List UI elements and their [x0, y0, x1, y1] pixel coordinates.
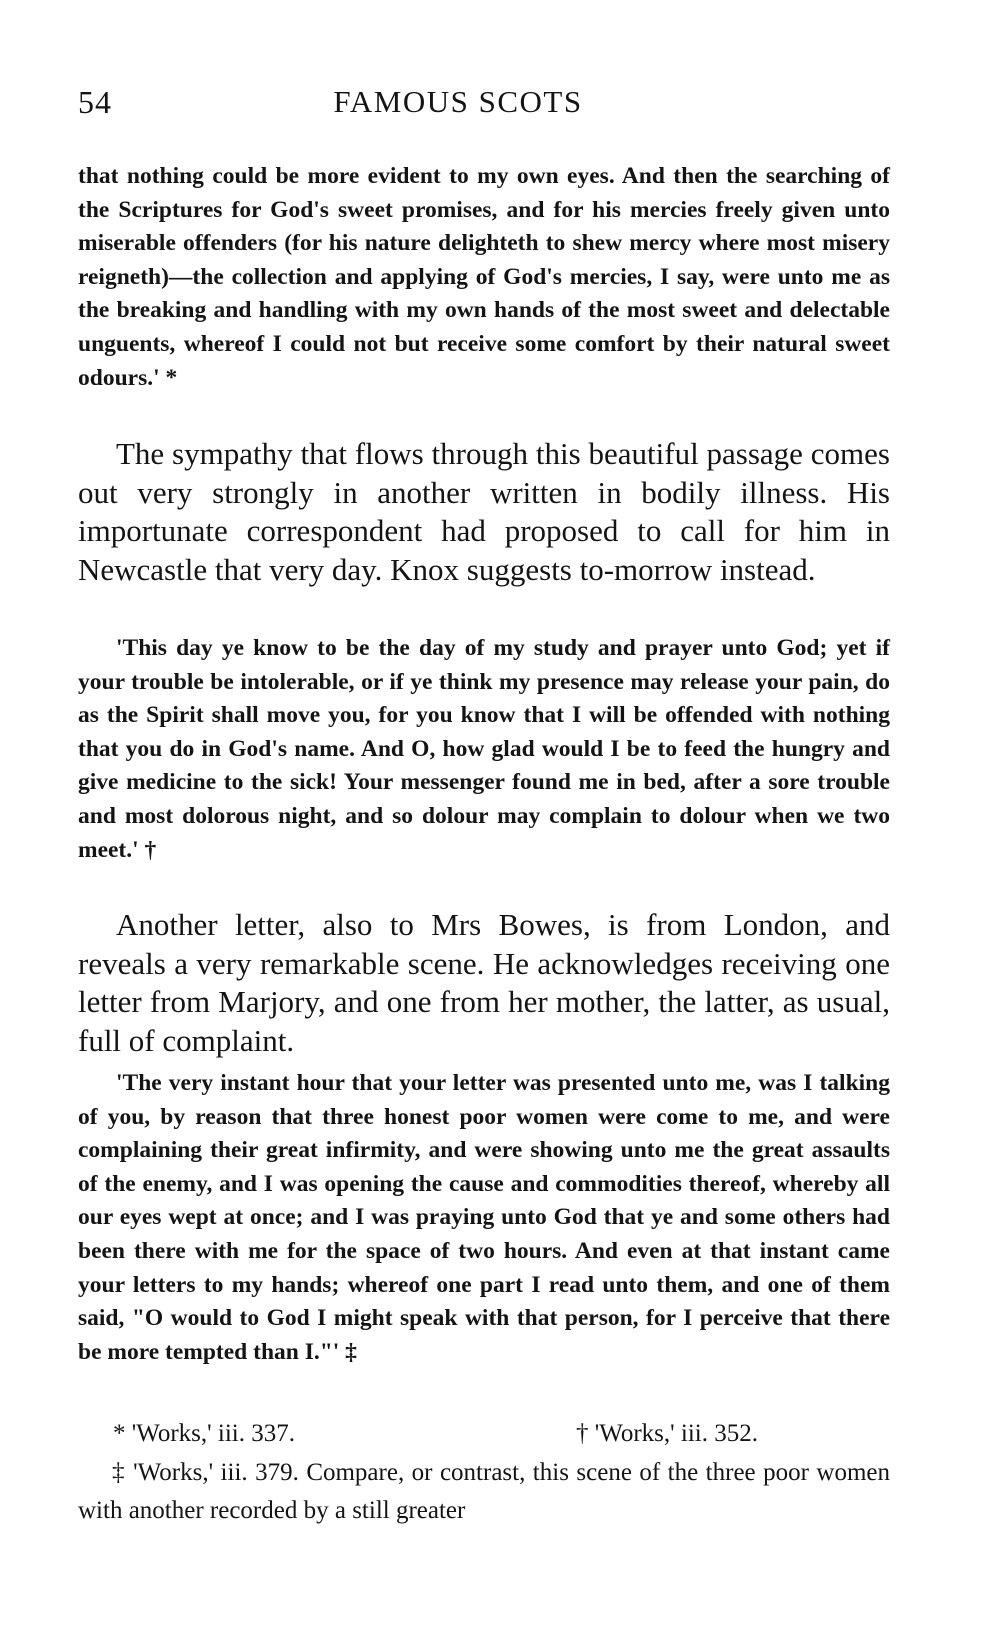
footnote-3: ‡ 'Works,' iii. 379. Compare, or contrast, this scene of the three poor women with another recorded by a still greater — [78, 1459, 890, 1524]
page-number: 54 — [78, 84, 112, 120]
quote-instant-hour: 'The very instant hour that your letter was presented unto me, was I talking of you, by reason that three honest poor women were come to me, and were complaining their great infirmity, and were showing unto me the great assaults of the enemy, and I was opening the cause and commodities thereof, whereby all our eyes wept at once; and I was praying unto God that ye and some others had been there with me for the space of two hours. And even at that instant came your letters to my hands; whereof one part I read unto them, and one of them said, "O would to God I might speak with that person, for I perceive that there be more tempted than I."' ‡ — [78, 1070, 890, 1365]
page-header — [78, 84, 898, 128]
quote-continuation: that nothing could be more evident to my own eyes. And then the searching of the Scriptures for God's sweet promises, and for his mercies freely given unto miserable offenders (for his nature delighteth to shew mercy where most misery reigneth)—the collection and applying of God's mercies, I say, were unto me as the breaking and handling with my own hands of the most sweet and delectable unguents, whereof I could not but receive some comfort by their natural sweet odours.' * — [78, 163, 890, 391]
running-title: FAMOUS SCOTS — [333, 84, 583, 119]
quote-this-day: 'This day ye know to be the day of my study and prayer unto God; yet if your trouble be intolerable, or if ye think my presence may release your pain, do as the Spirit shall move you, for you know that I will be offended with nothing that you do in God's name. And O, how glad would I be to feed the hungry and give medicine to the sick! Your messenger found me in bed, after a sore trouble and most dolorous night, and so dolour may complain to dolour when we two meet.' † — [78, 635, 890, 863]
footnote-1: * 'Works,' iii. 337. — [113, 1420, 295, 1447]
paragraph-another-letter: Another letter, also to Mrs Bowes, is from London, and reveals a very remarkable scene. He acknowledges receiving one letter from Marjory, and one from her mother, the latter, as usual, full of complaint. — [78, 907, 890, 1058]
paragraph-sympathy: The sympathy that flows through this beautiful passage comes out very strongly in another written in bodily illness. His importunate correspondent had proposed to call for him in Newcastle that very day. Knox suggests to-morrow instead. — [78, 436, 890, 587]
footnote-2: † 'Works,' iii. 352. — [576, 1420, 758, 1447]
